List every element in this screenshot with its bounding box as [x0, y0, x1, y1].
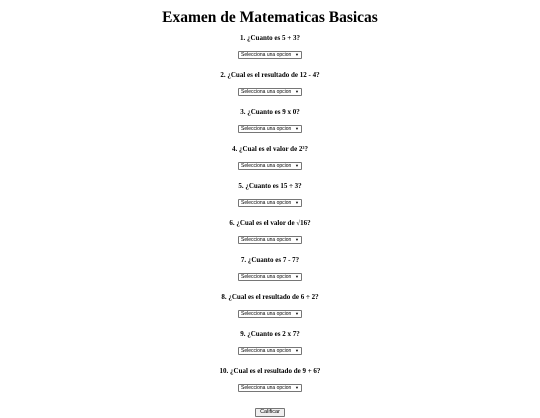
- answer-select-6[interactable]: [238, 236, 302, 244]
- chevron-down-icon: ▼: [295, 89, 299, 94]
- question-5: [0, 180, 540, 217]
- answer-select-10[interactable]: [238, 384, 302, 392]
- select-value: Selecciona una opcion: [241, 385, 292, 391]
- question-9: [0, 328, 540, 365]
- chevron-down-icon: ▼: [295, 385, 299, 390]
- question-label: 3. ¿Cuanto es 9 x 0?: [240, 108, 300, 116]
- question-6: [0, 217, 540, 254]
- select-value: Selecciona una opcion: [241, 89, 292, 95]
- submit-button[interactable]: Calificar: [255, 408, 285, 417]
- select-value: Selecciona una opcion: [241, 200, 292, 206]
- chevron-down-icon: ▼: [295, 237, 299, 242]
- answer-select-9[interactable]: [238, 347, 302, 355]
- question-label: 7. ¿Cuanto es 7 - 7?: [240, 256, 300, 264]
- answer-select-3[interactable]: [238, 125, 302, 133]
- chevron-down-icon: ▼: [295, 163, 299, 168]
- question-label: 2. ¿Cual es el resultado de 12 - 4?: [220, 71, 320, 79]
- answer-select-2[interactable]: [238, 88, 302, 96]
- select-value: Selecciona una opcion: [241, 52, 292, 58]
- question-label: 4. ¿Cual es el valor de 2³?: [231, 145, 309, 153]
- chevron-down-icon: ▼: [295, 52, 299, 57]
- question-label: 8. ¿Cual es el resultado de 6 ÷ 2?: [221, 293, 319, 301]
- select-value: Selecciona una opcion: [241, 274, 292, 280]
- chevron-down-icon: ▼: [295, 200, 299, 205]
- chevron-down-icon: ▼: [295, 348, 299, 353]
- select-value: Selecciona una opcion: [241, 237, 292, 243]
- answer-select-8[interactable]: [238, 310, 302, 318]
- select-value: Selecciona una opcion: [241, 311, 292, 317]
- question-10: [0, 365, 540, 400]
- question-7: [0, 254, 540, 291]
- chevron-down-icon: ▼: [295, 311, 299, 316]
- answer-select-5[interactable]: [238, 199, 302, 207]
- question-label: 9. ¿Cuanto es 2 x 7?: [240, 330, 300, 338]
- question-4: [0, 143, 540, 180]
- answer-select-4[interactable]: [238, 162, 302, 170]
- select-value: Selecciona una opcion: [241, 348, 292, 354]
- select-value: Selecciona una opcion: [241, 163, 292, 169]
- question-2: [0, 69, 540, 106]
- question-label: 5. ¿Cuanto es 15 ÷ 3?: [238, 182, 302, 190]
- answer-select-7[interactable]: [238, 273, 302, 281]
- page-title: Examen de Matematicas Basicas: [162, 9, 378, 26]
- question-3: [0, 106, 540, 143]
- question-1: [0, 32, 540, 69]
- select-value: Selecciona una opcion: [241, 126, 292, 132]
- question-label: 6. ¿Cual es el valor de √16?: [229, 219, 311, 227]
- question-8: [0, 291, 540, 328]
- question-label: 1. ¿Cuanto es 5 + 3?: [240, 34, 300, 42]
- chevron-down-icon: ▼: [295, 126, 299, 131]
- answer-select-1[interactable]: [238, 51, 302, 59]
- question-label: 10. ¿Cual es el resultado de 9 + 6?: [219, 367, 321, 375]
- chevron-down-icon: ▼: [295, 274, 299, 279]
